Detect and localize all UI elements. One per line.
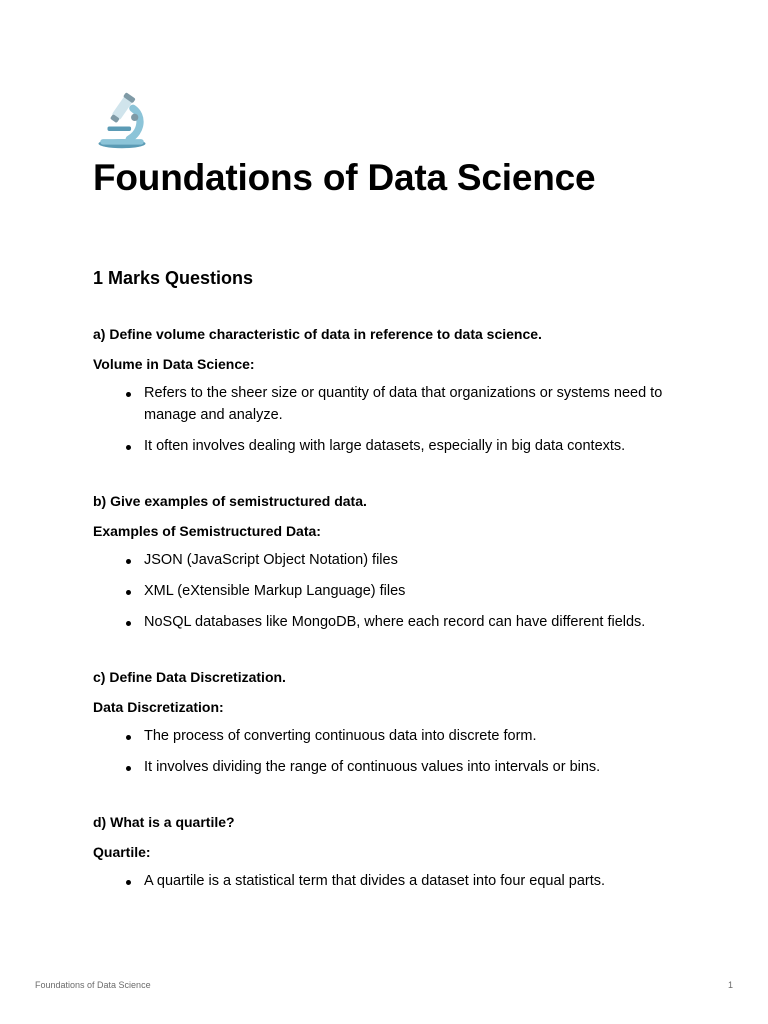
bullet-icon <box>126 445 131 450</box>
bullet-icon <box>126 880 131 885</box>
footer-title: Foundations of Data Science <box>35 980 151 990</box>
bullet-icon <box>126 559 131 564</box>
question-block <box>93 812 673 892</box>
list-item-text: NoSQL databases like MongoDB, where each record can have different fields. <box>144 614 646 630</box>
bullet-icon <box>126 621 131 626</box>
list-item-text: JSON (JavaScript Object Notation) files <box>144 552 398 568</box>
question-title: b) Give examples of semistructured data. <box>93 493 367 509</box>
list-item <box>126 549 673 571</box>
page-number: 1 <box>727 980 733 990</box>
list-item <box>126 611 673 633</box>
question-block <box>93 491 673 633</box>
answer-heading: Volume in Data Science: <box>93 356 255 372</box>
answer-list <box>93 725 673 778</box>
bullet-icon <box>126 392 131 397</box>
page-content <box>93 92 673 901</box>
list-item-text: It involves dividing the range of continuous values into intervals or bins. <box>144 759 601 775</box>
list-item <box>126 382 673 426</box>
question-title: d) What is a quartile? <box>93 814 235 830</box>
answer-heading: Data Discretization: <box>93 699 224 715</box>
bullet-icon <box>126 590 131 595</box>
answer-heading: Quartile: <box>93 844 151 860</box>
answer-heading: Examples of Semistructured Data: <box>93 523 321 539</box>
list-item <box>126 870 673 892</box>
answer-list <box>93 870 673 892</box>
bullet-icon <box>126 766 131 771</box>
answer-list <box>93 382 673 457</box>
list-item-text: It often involves dealing with large datasets, especially in big data contexts. <box>144 438 626 454</box>
list-item-text: Refers to the sheer size or quantity of data that organizations or systems need to manage and analyze. <box>144 385 663 423</box>
list-item-text: XML (eXtensible Markup Language) files <box>144 583 406 599</box>
question-title: a) Define volume characteristic of data in reference to data science. <box>93 326 542 342</box>
answer-list <box>93 549 673 633</box>
list-item <box>126 725 673 747</box>
list-item <box>126 580 673 602</box>
page-title: Foundations of Data Science <box>93 157 596 198</box>
section-heading: 1 Marks Questions <box>93 268 254 288</box>
list-item <box>126 435 673 457</box>
question-title: c) Define Data Discretization. <box>93 669 286 685</box>
list-item-text: The process of converting continuous data into discrete form. <box>144 728 537 744</box>
question-block <box>93 324 673 457</box>
microscope-icon <box>93 92 151 150</box>
bullet-icon <box>126 735 131 740</box>
list-item <box>126 756 673 778</box>
list-item-text: A quartile is a statistical term that divides a dataset into four equal parts. <box>144 873 606 889</box>
question-block <box>93 667 673 778</box>
